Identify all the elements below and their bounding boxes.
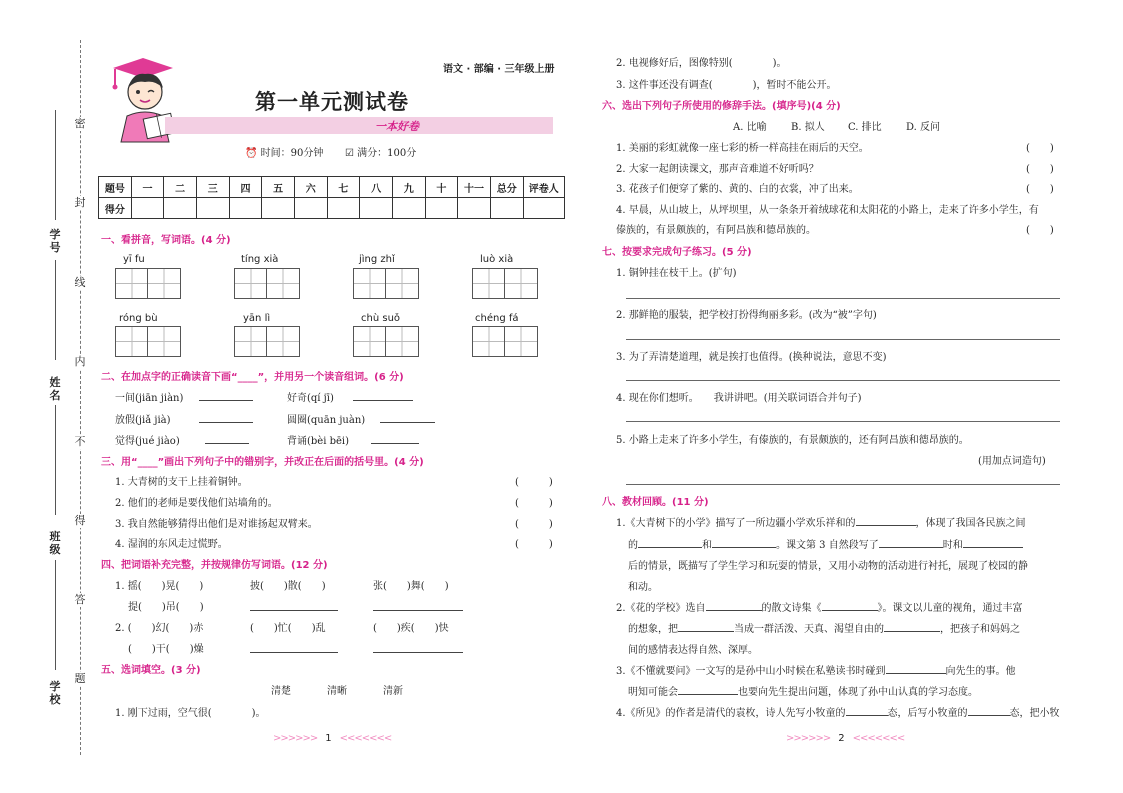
score-cell[interactable] (327, 198, 360, 219)
seal-char: 题 (74, 672, 86, 685)
review-text: 1.《大青树下的小学》描写了一所边疆小学欢乐祥和的 (616, 518, 856, 529)
score-table-score-row (99, 198, 565, 219)
answer-line[interactable] (626, 298, 1060, 299)
score-header-cell: 七 (327, 177, 360, 198)
fill-sentence: 3. 这件事还没有调查( )，暂时不能公开。 (616, 80, 837, 91)
pronunciation-item: 好奇(qí jī) (287, 393, 334, 404)
writing-grid[interactable] (234, 326, 300, 357)
answer-paren[interactable]: ( ) (1026, 143, 1054, 154)
answer-line[interactable] (968, 706, 1010, 716)
score-header-cell: 五 (262, 177, 295, 198)
answer-paren[interactable]: ( ) (1026, 225, 1054, 236)
class-label: 班级 (49, 530, 61, 556)
answer-line[interactable] (250, 610, 338, 611)
score-cell[interactable] (490, 198, 523, 219)
score-header-cell: 十 (425, 177, 458, 198)
answer-line[interactable] (353, 400, 413, 401)
answer-line[interactable] (822, 601, 878, 611)
answer-line[interactable] (373, 652, 463, 653)
page-2 (602, 0, 1068, 793)
pinyin: róng bù (119, 313, 158, 324)
clock-icon: ⏰ (245, 148, 258, 159)
exam-time: 时间：90分钟 (260, 148, 324, 159)
fill-sentence: 1. 刚下过雨，空气很( )。 (115, 708, 266, 719)
writing-grid[interactable] (353, 268, 419, 299)
answer-line[interactable] (712, 538, 776, 548)
section-6-heading: 六、选出下列句子所使用的修辞手法。(填序号)(4 分) (602, 101, 841, 112)
writing-grid[interactable] (115, 268, 181, 299)
answer-line[interactable] (963, 538, 1023, 548)
section-1-heading: 一、看拼音，写词语。(4 分) (101, 235, 231, 246)
answer-line[interactable] (380, 422, 435, 423)
rhetoric-sentence: 3. 花孩子们便穿了紫的、黄的、白的衣裳，冲了出来。 (616, 184, 859, 195)
score-table (98, 176, 565, 219)
seal-char: 内 (74, 355, 86, 368)
word-fill-item: 张( )舞( ) (373, 581, 449, 592)
score-header-cell: 四 (229, 177, 262, 198)
review-text: ，把孩子和妈妈之 (940, 624, 1020, 635)
arrows-left: >>>>>> (786, 733, 831, 744)
review-text: 也要向先生提出问题，体现了孙中山认真的学习态度。 (738, 687, 978, 698)
page-1 (95, 0, 565, 793)
answer-line[interactable] (250, 652, 338, 653)
typo-sentence: 2. 他们的老师是要伐他们站墙角的。 (115, 498, 278, 509)
answer-line[interactable] (884, 622, 940, 632)
seal-char: 封 (74, 196, 86, 209)
pronunciation-item: 背诵(bèi bēi) (287, 436, 350, 447)
review-text: 的散文诗集《 (761, 603, 822, 614)
word-choice: 清晰 (327, 686, 347, 697)
writing-grid[interactable] (353, 326, 419, 357)
review-text: 4.《所见》的作者是清代的袁枚，诗人先写小牧童的 (616, 708, 846, 719)
answer-line[interactable] (626, 339, 1060, 340)
score-header-cell: 八 (360, 177, 393, 198)
seal-char: 不 (74, 435, 86, 448)
section-3-heading: 三、用“____”画出下列句子中的错别字，并改正在后面的括号里。(4 分) (101, 457, 424, 468)
answer-line[interactable] (846, 706, 888, 716)
sentence-exercise: 5. 小路上走来了许多小学生，有傣族的，有景颇族的，还有阿昌族和德昂族的。 (616, 435, 969, 446)
writing-grid[interactable] (472, 268, 538, 299)
sentence-exercise: 1. 铜钟挂在枝干上。(扩句) (616, 268, 737, 279)
rhetoric-option: D. 反问 (906, 122, 941, 133)
writing-grid[interactable] (234, 268, 300, 299)
writing-grid[interactable] (472, 326, 538, 357)
review-text: 》。课文以儿童的视角，通过丰富 (877, 603, 1023, 614)
student-id-label: 学号 (49, 228, 61, 254)
word-fill-item: 1. 摇( )晃( ) (115, 581, 204, 592)
seal-char: 答 (74, 593, 86, 606)
review-text: 后的情景，既描写了学生学习和玩耍的情景，又用小动物的活动进行衬托，展现了校园的静 (628, 561, 1028, 572)
score-row-label: 得分 (99, 198, 132, 219)
answer-line[interactable] (678, 622, 734, 632)
pronunciation-item: 一间(jiān jiàn) (115, 393, 184, 404)
typo-sentence: 1. 大青树的支干上挂着铜钟。 (115, 477, 248, 488)
score-header-cell: 六 (294, 177, 327, 198)
answer-line[interactable] (199, 422, 253, 423)
fill-sentence: 2. 电视修好后，图像特别( )。 (616, 58, 787, 69)
score-cell[interactable] (425, 198, 458, 219)
page-number-1 (273, 733, 391, 744)
word-fill-item: 提( )吊( ) (128, 602, 204, 613)
answer-line[interactable] (371, 443, 419, 444)
page-number: 1 (325, 733, 332, 744)
section-2-heading: 二、在加点字的正确读音下画“____”，并用另一个读音组词。(6 分) (101, 372, 404, 383)
review-text: 的想象，把 (628, 624, 678, 635)
pinyin: chéng fá (475, 313, 519, 324)
pinyin: yān lì (243, 313, 271, 324)
answer-line[interactable] (879, 538, 943, 548)
sentence-exercise: 3. 为了弄清楚道理，就是挨打也值得。(换种说法，意思不变) (616, 352, 887, 363)
review-text: 时和 (942, 540, 963, 551)
typo-sentence: 4. 湿润的东风走过慌野。 (115, 539, 228, 550)
answer-line[interactable] (638, 538, 702, 548)
answer-paren[interactable]: ( ) (515, 498, 553, 509)
seal-char: 线 (74, 276, 86, 289)
pronunciation-item: 放假(jiǎ jià) (115, 415, 171, 426)
section-5-heading: 五、选词填空。(3 分) (101, 665, 201, 676)
answer-line[interactable] (626, 421, 1060, 422)
score-header-cell: 二 (164, 177, 197, 198)
review-text: 和 (702, 540, 712, 551)
score-cell[interactable] (458, 198, 491, 219)
arrows-right: <<<<<<< (339, 733, 392, 744)
answer-paren[interactable]: ( ) (515, 539, 553, 550)
score-cell[interactable] (131, 198, 164, 219)
review-text: 态，后写小牧童的 (887, 708, 968, 719)
answer-line[interactable] (626, 484, 1060, 485)
answer-line[interactable] (205, 443, 249, 444)
rhetoric-option: B. 拟人 (791, 122, 825, 133)
score-cell[interactable] (229, 198, 262, 219)
score-table-header-row (99, 177, 565, 198)
rhetoric-option: A. 比喻 (733, 122, 767, 133)
section-8-heading: 八、教材回顾。(11 分) (602, 497, 709, 508)
score-cell[interactable] (360, 198, 393, 219)
answer-paren[interactable]: ( ) (515, 519, 553, 530)
review-text: 的 (628, 540, 638, 551)
answer-paren[interactable]: ( ) (1026, 184, 1054, 195)
pinyin: yī fu (123, 254, 145, 265)
word-fill-item: 2. ( )幻( )赤 (115, 623, 204, 634)
score-cell[interactable] (196, 198, 229, 219)
rhetoric-sentence: 4. 早晨，从山坡上，从坪坝里，从一条条开着绒球花和太阳花的小路上，走来了许多小学生，有 (616, 205, 1039, 216)
pinyin: chù suǒ (361, 313, 401, 324)
school-label: 学校 (49, 680, 61, 706)
score-header-cell: 三 (196, 177, 229, 198)
score-header-cell: 九 (392, 177, 425, 198)
brand-bar (165, 117, 553, 134)
answer-line[interactable] (886, 664, 946, 674)
review-text: ，体现了我国各民族之间 (915, 518, 1026, 529)
page-number-2 (786, 733, 904, 744)
pinyin: tíng xià (241, 254, 279, 265)
brand-label: 一本好卷 (375, 120, 419, 133)
score-header-cell: 题号 (99, 177, 132, 198)
review-text: 明知可能会 (628, 687, 678, 698)
full-score: 满分：100分 (357, 148, 417, 159)
name-label: 姓名 (49, 376, 61, 402)
score-cell[interactable] (523, 198, 564, 219)
answer-line[interactable] (856, 516, 916, 526)
pinyin: luò xià (480, 254, 514, 265)
answer-paren[interactable]: ( ) (1026, 164, 1054, 175)
review-text: 态，把小牧 (1009, 708, 1060, 719)
pronunciation-item: 圆圈(quān juàn) (287, 415, 366, 426)
answer-line[interactable] (706, 601, 762, 611)
page-title: 第一单元测试卷 (255, 90, 409, 114)
page-number: 2 (838, 733, 845, 744)
review-text: 。课文第 3 自然段写了 (776, 540, 879, 551)
rhetoric-sentence: 傣族的，有景颇族的，有阿昌族和德昂族的。 (616, 225, 816, 236)
review-text: 间的感情表达得自然、深厚。 (628, 645, 758, 656)
review-text: 向先生的事。他 (945, 666, 1016, 677)
word-choice: 清新 (383, 686, 403, 697)
score-cell[interactable] (262, 198, 295, 219)
seal-char: 得 (74, 514, 86, 527)
score-header-cell: 一 (131, 177, 164, 198)
pronunciation-item: 觉得(jué jiào) (115, 436, 180, 447)
review-text: 当成一群活泼、天真、渴望自由的 (734, 624, 884, 635)
answer-line[interactable] (626, 380, 1060, 381)
arrows-right: <<<<<<< (852, 733, 905, 744)
score-cell[interactable] (392, 198, 425, 219)
binding-margin (0, 0, 95, 793)
answer-line[interactable] (199, 400, 253, 401)
seal-char: 密 (74, 117, 86, 130)
section-4-heading: 四、把词语补充完整，并按规律仿写词语。(12 分) (101, 560, 328, 571)
word-choice: 清楚 (271, 686, 291, 697)
sentence-exercise: 4. 现在你们想听。 我讲讲吧。(用关联词语合并句子) (616, 393, 862, 404)
series-label: 语文 · 部编 · 三年级上册 (443, 64, 555, 75)
checkbox-icon: ☑ (345, 148, 354, 159)
section-7-heading: 七、按要求完成句子练习。(5 分) (602, 247, 752, 258)
answer-paren[interactable]: ( ) (515, 477, 553, 488)
typo-sentence: 3. 我自然能够猜得出他们是对谁扬起双臂来。 (115, 519, 318, 530)
word-fill-item: ( )忙( )乱 (250, 623, 326, 634)
rhetoric-sentence: 1. 美丽的彩虹就像一座七彩的桥一样高挂在雨后的天空。 (616, 143, 869, 154)
word-fill-item: 披( )散( ) (250, 581, 326, 592)
sentence-exercise: 2. 那鲜艳的服装，把学校打扮得绚丽多彩。(改为“被”字句) (616, 310, 877, 321)
rhetoric-option: C. 排比 (848, 122, 882, 133)
score-cell[interactable] (164, 198, 197, 219)
review-text: 和动。 (628, 582, 658, 593)
word-fill-item: ( )疾( )快 (373, 623, 449, 634)
rhetoric-sentence: 2. 大家一起朗读课文，那声音难道不好听吗？ (616, 164, 819, 175)
arrows-left: >>>>>> (273, 733, 318, 744)
writing-grid[interactable] (115, 326, 181, 357)
review-text: 2.《花的学校》选自 (616, 603, 706, 614)
pinyin: jìng zhǐ (359, 254, 395, 265)
score-header-cell: 评卷人 (523, 177, 564, 198)
review-text: 3.《不懂就要问》一文写的是孙中山小时候在私塾读书时碰到 (616, 666, 886, 677)
score-cell[interactable] (294, 198, 327, 219)
score-header-cell: 十一 (458, 177, 491, 198)
sentence-note: (用加点词造句) (978, 456, 1046, 467)
score-header-cell: 总分 (490, 177, 523, 198)
cut-line (80, 40, 81, 755)
answer-line[interactable] (678, 685, 738, 695)
answer-line[interactable] (373, 610, 463, 611)
word-fill-item: ( )干( )燥 (128, 644, 204, 655)
